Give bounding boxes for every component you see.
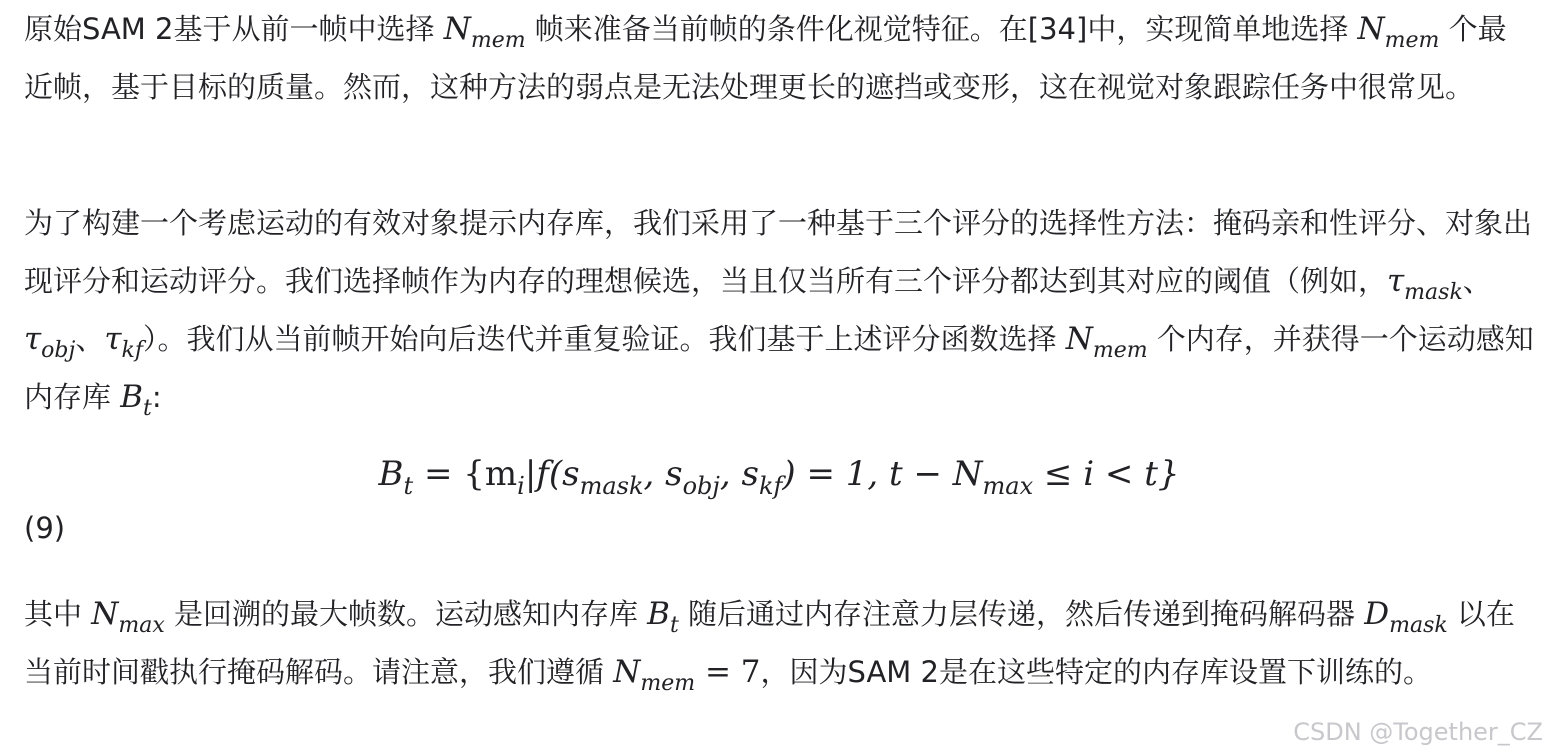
math-n-mem: $N_{mem}$ — [1357, 11, 1440, 53]
math-b-t: $B_t$ — [647, 596, 679, 638]
para2-text-2: ）。我们从当前帧开始向后迭代并重复验证。我们基于上述评分函数选择 — [142, 322, 1066, 356]
paragraph-3 — [24, 585, 1534, 701]
math-n-mem: $N_{mem}$ — [443, 11, 526, 53]
para3-text-5: ，因为SAM 2是在这些特定的内存库设置下训练的。 — [760, 655, 1432, 689]
para1-text-1: 原始SAM 2基于从前一帧中选择 — [24, 12, 444, 46]
para2-colon: : — [151, 380, 162, 414]
math-tau-obj: $\tau_{obj}$ — [24, 321, 76, 363]
equation-9: $B_t = \{m_i|f(s_{mask}$, $s_{obj}$, $s_{kf}) = 1$, $t - N_{max} \le i < t$} — [378, 454, 1180, 500]
para1-text-3: 个最近帧，基于目标的质量。然而，这种方法的弱点是无法处理更长的遮挡或变形，这在视觉对象跟踪任务中很常见。 — [24, 12, 1507, 104]
para3-text-4: 以在当前时间戳执行掩码解码。请注意，我们遵循 — [24, 597, 1515, 689]
paragraph-1 — [24, 0, 1534, 116]
para3-text-1: 其中 — [24, 597, 92, 631]
para1-text-2: 帧来准备当前帧的条件化视觉特征。在[34]中，实现简单地选择 — [525, 12, 1358, 46]
paragraph-2: 为了构建一个考虑运动的有效对象提示内存库，我们采用了一种基于三个评分的选择性方法：掩码亲和性评分、对象出现评分和运动评分。我们选择帧作为内存的理想候选，当且仅当所有三个评分都达到其对应的阈值（例如，$\tau_{mask}$、$\tau_{obj}$、$\tau_{kf}$）。我们从当前帧开始向后迭代并重复验证。我们基于上述评分函数选择 $N_{mem}$ 个内存，并获得一个运动感知内存库 $B_t$: — [24, 206, 1534, 421]
equation-number: (9) — [24, 511, 66, 545]
para2-text-1: 为了构建一个考虑运动的有效对象提示内存库，我们采用了一种基于三个评分的选择性方法：掩码亲和性评分、对象出现评分和运动评分。我们选择帧作为内存的理想候选，当且仅当所有三个评分都达到其对应的阈值（例如， — [24, 206, 1533, 298]
watermark: CSDN @Together_CZ — [1293, 718, 1543, 746]
para2-text-3: 个内存，并获得一个运动感知内存库 — [24, 322, 1534, 414]
math-b-t: $B_t$ — [120, 379, 152, 421]
para3-text-3: 随后通过内存注意力层传递，然后传递到掩码解码器 — [678, 597, 1365, 631]
math-n-mem: $N_{mem}$ — [1065, 321, 1148, 363]
math-n-max: $N_{max}$ — [91, 596, 165, 638]
math-tau-mask: $\tau_{mask}$ — [1387, 263, 1463, 305]
math-n-mem-eq-7: $N_{mem} = 7$ — [613, 654, 761, 696]
math-tau-kf: $\tau_{kf}$ — [104, 321, 143, 363]
math-d-mask: $D_{mask}$ — [1364, 596, 1448, 638]
para3-text-2: 是回溯的最大帧数。运动感知内存库 — [164, 597, 648, 631]
